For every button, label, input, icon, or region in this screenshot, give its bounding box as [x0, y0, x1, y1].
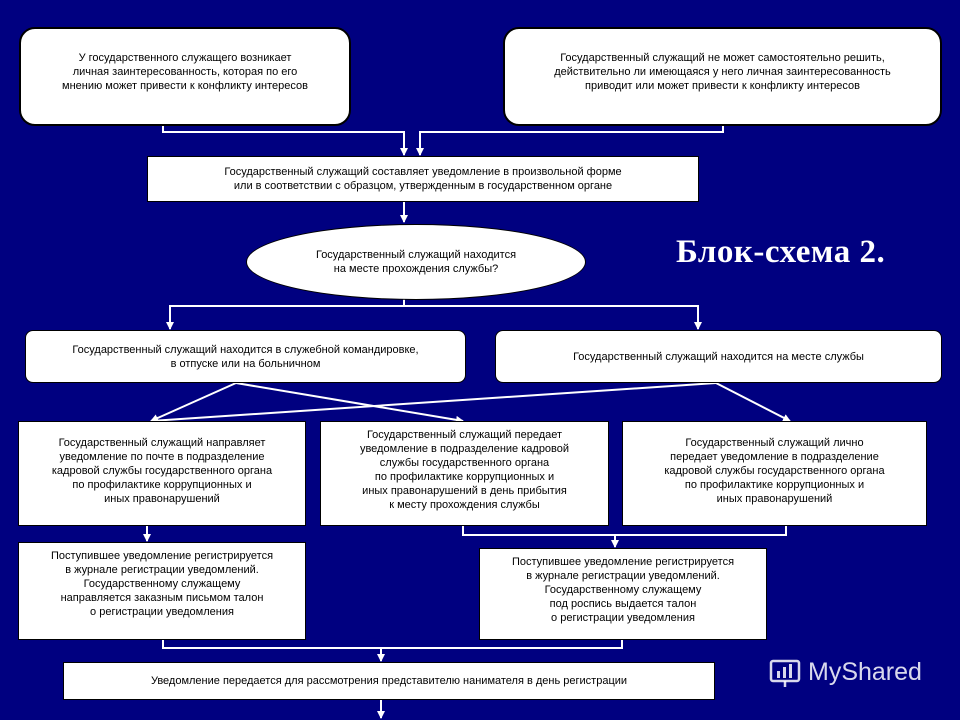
arrow-start-left — [163, 126, 404, 155]
node-start-right: Государственный служащий не может самостоятельно решить, действительно ли имеющаяся у него личная заинтересованность приводит или может привести к конфликту интересов — [503, 27, 942, 126]
arrow-arrival-reg — [463, 526, 615, 535]
watermark-text: MyShared — [808, 657, 922, 686]
watermark — [768, 655, 922, 689]
arrow-regpersonal-final — [381, 640, 622, 648]
node-mail: Государственный служащий направляет уведомление по почте в подразделение кадровой службы государственного органа по профилактике коррупционных и иных правонарушений — [18, 421, 306, 526]
arrow-decision-away — [170, 298, 404, 329]
diagram-title: Блок-схема 2. — [676, 234, 886, 270]
node-final: Уведомление передается для рассмотрения представителю нанимателя в день регистрации — [63, 662, 715, 700]
node-away: Государственный служащий находится в служебной командировке, в отпуске или на больничном — [25, 330, 466, 383]
arrow-onsite-personal — [716, 383, 790, 421]
node-arrival: Государственный служащий передает уведомление в подразделение кадровой службы государственного органа по профилактике коррупционных и иных правонарушений в день прибытия к месту прохождения службы — [320, 421, 609, 526]
arrow-start-right — [420, 126, 723, 155]
node-start-left: У государственного служащего возникает личная заинтересованность, которая по его мнению может привести к конфликту интересов — [19, 27, 351, 126]
node-reg-mail: Поступившее уведомление регистрируется в журнале регистрации уведомлений. Государственному служащему направляется заказным письмом талон о регистрации уведомления — [18, 542, 306, 640]
arrow-decision-onsite — [404, 306, 698, 329]
node-notice: Государственный служащий составляет уведомление в произвольной форме или в соответствии с образцом, утвержденным в государственном органе — [147, 156, 699, 202]
node-onsite: Государственный служащий находится на месте службы — [495, 330, 942, 383]
node-personal: Государственный служащий лично передает уведомление в подразделение кадровой службы государственного органа по профилактике коррупционных и иных правонарушений — [622, 421, 927, 526]
presentation-icon — [768, 655, 802, 689]
arrow-personal-reg — [615, 526, 786, 547]
node-decision: Государственный служащий находится на месте прохождения службы? — [246, 224, 586, 300]
arrow-regmail-final — [163, 640, 381, 661]
node-reg-personal: Поступившее уведомление регистрируется в журнале регистрации уведомлений. Государственному служащему под роспись выдается талон о регистрации уведомления — [479, 548, 767, 640]
